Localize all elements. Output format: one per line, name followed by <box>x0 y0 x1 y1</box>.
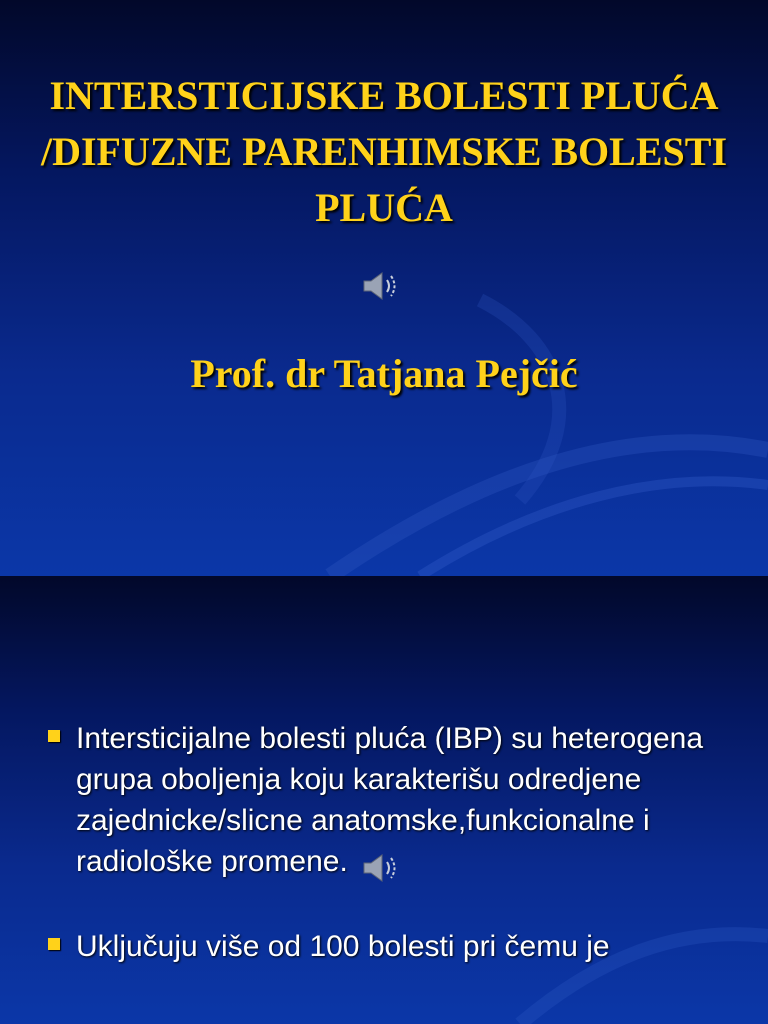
slide-title: INTERSTICIJSKE BOLESTI PLUĆA /DIFUZNE PARENHIMSKE BOLESTI PLUĆA <box>40 73 728 230</box>
author-name: Prof. dr Tatjana Pejčić <box>190 351 578 396</box>
bullet-marker <box>48 938 60 950</box>
bullet-marker <box>48 730 60 742</box>
slide-2 <box>0 576 768 1024</box>
bullet-text: Intersticijalne bolesti pluća (IBP) su heterogena grupa oboljenja koju karakterišu odredjene zajednicke/slicne anatomske,funkcionalne i radiološke promene. <box>76 722 704 878</box>
bullet-text: Uključuju više od 100 bolesti pri čemu je <box>76 930 610 963</box>
bullet-item <box>44 926 744 967</box>
speaker-icon[interactable] <box>362 852 402 884</box>
speaker-icon[interactable] <box>362 270 402 302</box>
